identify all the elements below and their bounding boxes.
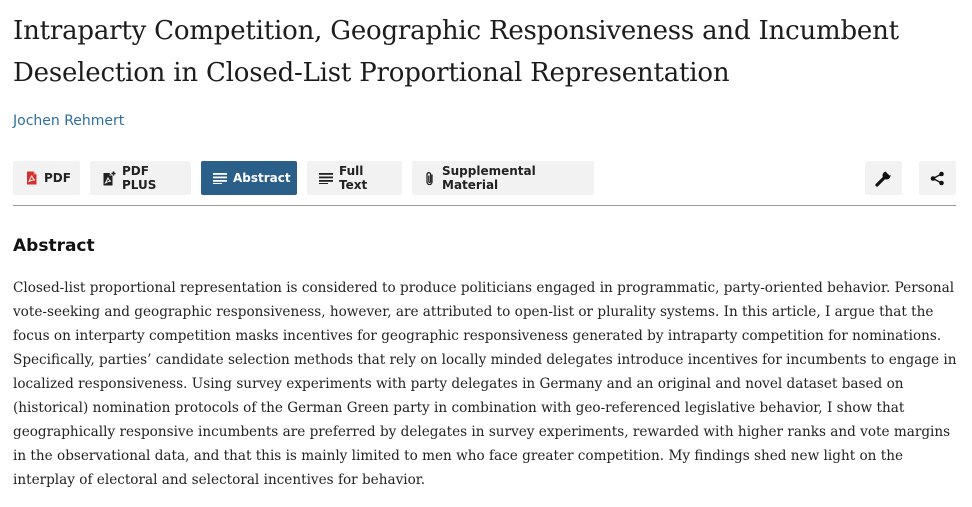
tools-button[interactable] (865, 161, 902, 195)
wrench-icon (875, 170, 892, 187)
pdf-icon (25, 171, 38, 185)
pdf-button[interactable] (13, 161, 80, 195)
supplemental-material-button[interactable] (412, 161, 594, 195)
abstract-text: Closed-list proportional representation is considered to produce politicians engaged in programmatic, party-oriented behavior. Personal vote-seeking and geographic responsiveness, however, are attributed to open-list or plurality systems. In this article, I argue that the focus on interparty competition masks incentives for geographic responsiveness generated by intraparty competition for nominations. Specifically, parties’ candidate selection methods that rely on locally minded delegates introduce incentives for incumbents to engage in localized responsiveness. Using survey experiments with party delegates in Germany and an original and novel dataset based on (historical) nomination protocols of the German Green party in combination with geo-referenced legislative behavior, I show that geographically responsive incumbents are preferred by delegates in survey experiments, rewarded with higher ranks and vote margins in the observational data, and that this is mainly limited to men who face greater competition. My findings shed new light on the interplay of electoral and selectoral incentives for behavior. (13, 280, 957, 488)
share-button[interactable] (919, 161, 956, 195)
article-toolbar (13, 161, 956, 195)
full-text-label: Full Text (339, 164, 368, 192)
paperclip-icon (424, 171, 436, 186)
toolbar-divider (13, 205, 956, 206)
supplemental-label: Supplemental Material (442, 164, 536, 192)
author-link[interactable]: Jochen Rehmert (13, 113, 125, 129)
pdf-plus-button[interactable] (90, 161, 191, 195)
abstract-tab-label: Abstract (233, 171, 291, 185)
list-lines-icon (213, 172, 227, 184)
tab-abstract[interactable] (201, 161, 297, 195)
article-title: Intraparty Competition, Geographic Responsiveness and Incumbent Deselection in Closed-List Proportional Representation (13, 16, 899, 88)
pdf-plus-label: PDF PLUS (122, 164, 157, 192)
pdf-label: PDF (44, 171, 71, 185)
tab-full-text[interactable] (307, 161, 402, 195)
text-lines-icon (319, 172, 333, 184)
abstract-heading: Abstract (13, 236, 95, 256)
share-icon (930, 171, 945, 186)
pdf-plus-icon (102, 171, 116, 186)
